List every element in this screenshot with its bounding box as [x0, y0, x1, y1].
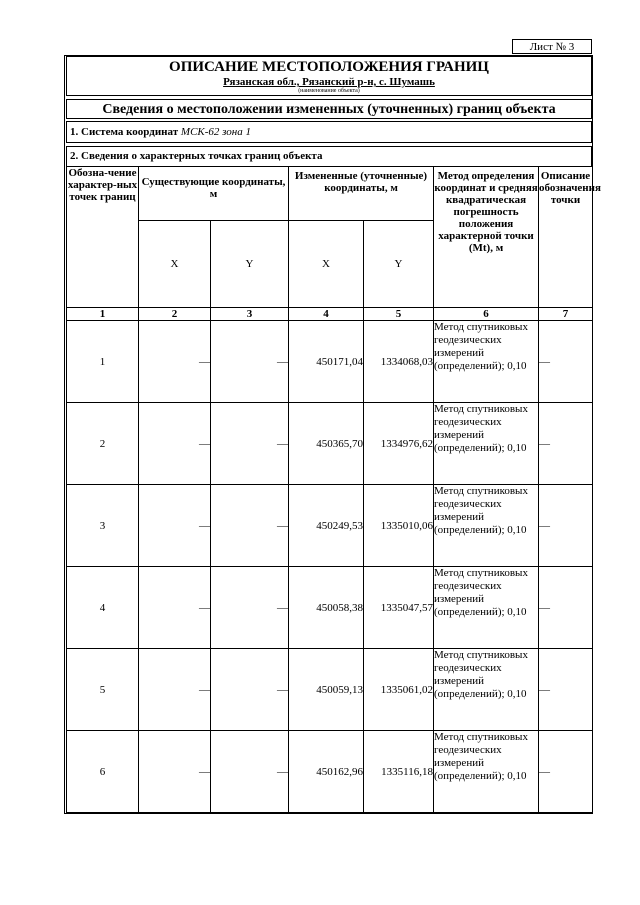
existing-y: —	[211, 403, 289, 485]
col-existing-y: Y	[211, 221, 289, 308]
table-row	[67, 403, 593, 485]
description-cell: —	[539, 485, 593, 567]
col-method-text: Метод определения координат и средняя квадратическая погрешность положения характерной точки (Mt), м	[434, 170, 538, 254]
column-number: 7	[539, 308, 593, 321]
point-number: 2	[67, 403, 139, 485]
changed-x: 450162,96	[289, 731, 364, 813]
changed-x: 450059,13	[289, 649, 364, 731]
table-row	[67, 731, 593, 813]
point-number: 3	[67, 485, 139, 567]
column-number: 6	[434, 308, 539, 321]
point-number: 5	[67, 649, 139, 731]
col-designation: Обозна-чение характер-ных точек границ	[67, 167, 139, 308]
existing-x: —	[139, 731, 211, 813]
coordinate-system-value: МСК-62 зона 1	[180, 126, 251, 138]
changed-y: 1335116,18	[364, 731, 434, 813]
column-number: 1	[67, 308, 139, 321]
table-row	[67, 485, 593, 567]
point-number: 4	[67, 567, 139, 649]
changed-y: 1335061,02	[364, 649, 434, 731]
changed-x: 450058,38	[289, 567, 364, 649]
changed-y: 1335010,06	[364, 485, 434, 567]
coordinate-system-label: 1. Система координат	[70, 126, 179, 138]
sheet-number: Лист № 3	[512, 39, 592, 54]
column-number: 2	[139, 308, 211, 321]
col-changed-x: X	[289, 221, 364, 308]
description-cell: —	[539, 731, 593, 813]
existing-y: —	[211, 567, 289, 649]
existing-y: —	[211, 649, 289, 731]
object-caption: (наименование объекта)	[298, 88, 360, 94]
column-number: 5	[364, 308, 434, 321]
points-table	[66, 166, 601, 813]
document-header	[66, 56, 592, 96]
changed-y: 1334976,62	[364, 403, 434, 485]
description-cell: —	[539, 649, 593, 731]
column-number: 3	[211, 308, 289, 321]
column-numbers-row	[67, 308, 593, 321]
method-cell: Метод спутниковых геодезических измерений (определений); 0,10	[434, 731, 539, 813]
object-location: Рязанская обл., Рязанский р-н, с. Шумашь	[223, 76, 435, 88]
method-cell: Метод спутниковых геодезических измерений (определений); 0,10	[434, 567, 539, 649]
table-row	[67, 649, 593, 731]
existing-x: —	[139, 321, 211, 403]
existing-x: —	[139, 649, 211, 731]
point-number: 1	[67, 321, 139, 403]
col-changed: Измененные (уточненные) координаты, м	[289, 167, 434, 221]
column-number: 4	[289, 308, 364, 321]
coordinate-system	[66, 121, 592, 143]
col-method	[434, 167, 539, 308]
point-number: 6	[67, 731, 139, 813]
existing-y: —	[211, 485, 289, 567]
col-description: Описание обозначения точки	[539, 167, 593, 308]
table-row	[67, 321, 593, 403]
col-changed-y: Y	[364, 221, 434, 308]
points-title: 2. Сведения о характерных точках границ объекта	[66, 146, 592, 166]
existing-x: —	[139, 403, 211, 485]
section-title: Сведения о местоположении измененных (уточненных) границ объекта	[66, 99, 592, 119]
changed-x: 450249,53	[289, 485, 364, 567]
changed-x: 450171,04	[289, 321, 364, 403]
changed-y: 1335047,57	[364, 567, 434, 649]
description-cell: —	[539, 403, 593, 485]
table-row	[67, 567, 593, 649]
col-existing-x: X	[139, 221, 211, 308]
changed-y: 1334068,03	[364, 321, 434, 403]
existing-x: —	[139, 485, 211, 567]
document-title: ОПИСАНИЕ МЕСТОПОЛОЖЕНИЯ ГРАНИЦ	[169, 59, 489, 75]
method-cell: Метод спутниковых геодезических измерений (определений); 0,10	[434, 649, 539, 731]
changed-x: 450365,70	[289, 403, 364, 485]
existing-y: —	[211, 731, 289, 813]
method-cell: Метод спутниковых геодезических измерений (определений); 0,10	[434, 485, 539, 567]
method-cell: Метод спутниковых геодезических измерений (определений); 0,10	[434, 403, 539, 485]
col-existing: Существующие координаты, м	[139, 167, 289, 221]
description-cell: —	[539, 567, 593, 649]
description-cell: —	[539, 321, 593, 403]
method-cell: Метод спутниковых геодезических измерений (определений); 0,10	[434, 321, 539, 403]
existing-y: —	[211, 321, 289, 403]
existing-x: —	[139, 567, 211, 649]
